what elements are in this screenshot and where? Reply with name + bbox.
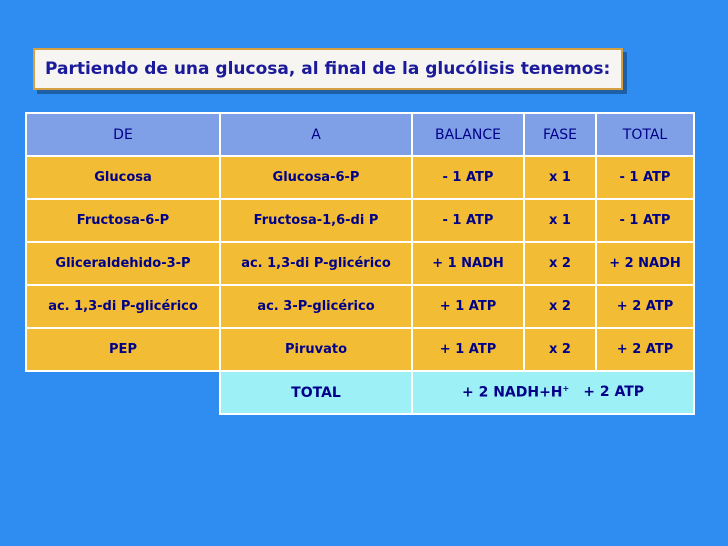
table-row [26,328,694,371]
slide-title: Partiendo de una glucosa, al final de la glucólisis tenemos: [33,48,623,90]
glycolysis-table [25,112,695,415]
cell-fase: x 2 [524,242,596,285]
cell-fase: x 1 [524,156,596,199]
cell-balance: + 1 NADH [412,242,524,285]
total-nadh [462,384,569,401]
cell-total: - 1 ATP [596,156,694,199]
header-balance: BALANCE [412,113,524,156]
cell-de: Glucosa [26,156,220,199]
total-nadh-charge: + [562,384,570,394]
table-row [26,156,694,199]
cell-fase: x 2 [524,328,596,371]
table-row [26,285,694,328]
total-result [412,371,694,414]
cell-balance: + 1 ATP [412,285,524,328]
cell-total: + 2 ATP [596,285,694,328]
cell-de: Gliceraldehido-3-P [26,242,220,285]
cell-de: PEP [26,328,220,371]
cell-a: ac. 1,3-di P-glicérico [220,242,412,285]
cell-balance: - 1 ATP [412,199,524,242]
cell-de: ac. 1,3-di P-glicérico [26,285,220,328]
cell-total: + 2 ATP [596,328,694,371]
cell-de: Fructosa-6-P [26,199,220,242]
empty-cell [26,371,220,414]
total-row [26,371,694,414]
cell-a: ac. 3-P-glicérico [220,285,412,328]
header-de: DE [26,113,220,156]
cell-fase: x 2 [524,285,596,328]
cell-balance: + 1 ATP [412,328,524,371]
total-label: TOTAL [220,371,412,414]
cell-a: Piruvato [220,328,412,371]
header-row [26,113,694,156]
cell-a: Glucosa-6-P [220,156,412,199]
cell-total: - 1 ATP [596,199,694,242]
cell-a: Fructosa-1,6-di P [220,199,412,242]
cell-balance: - 1 ATP [412,156,524,199]
total-atp: + 2 ATP [583,384,645,401]
cell-fase: x 1 [524,199,596,242]
header-fase: FASE [524,113,596,156]
total-nadh-text: + 2 NADH+H [461,384,563,401]
header-total: TOTAL [596,113,694,156]
header-a: A [220,113,412,156]
cell-total: + 2 NADH [596,242,694,285]
table-row [26,242,694,285]
table-row [26,199,694,242]
